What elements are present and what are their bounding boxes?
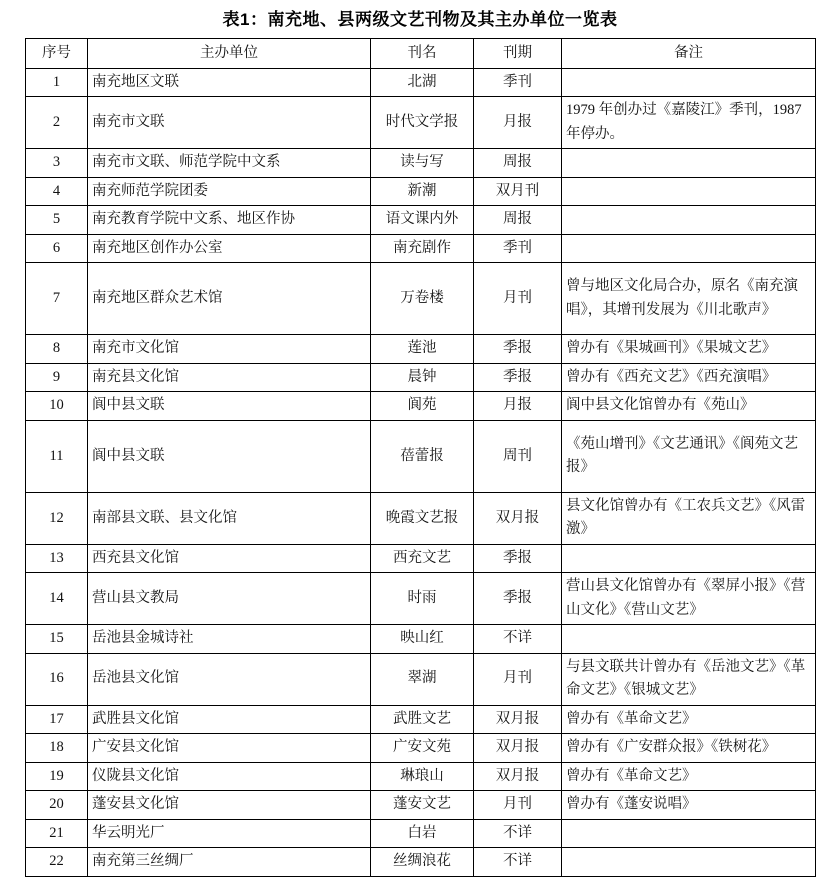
cell-sequence-number <box>26 263 88 335</box>
cell-publication-period-text: 季报 <box>503 549 532 566</box>
cell-journal-name-text: 时雨 <box>407 590 437 607</box>
cell-journal-name <box>371 263 474 335</box>
cell-journal-name <box>371 492 474 544</box>
cell-notes <box>562 234 816 262</box>
cell-notes <box>562 363 816 391</box>
cell-sponsor-unit-text: 阆中县文联 <box>92 397 165 414</box>
cell-publication-period <box>474 149 562 177</box>
cell-sequence-number-text: 20 <box>49 796 64 813</box>
table-row <box>26 263 816 335</box>
column-header-journal: 刊名 <box>371 39 474 69</box>
table-row <box>26 69 816 97</box>
cell-notes-text: 曾办有《革命文艺》 <box>566 767 697 784</box>
cell-sequence-number <box>26 625 88 653</box>
cell-publication-period-text: 月刊 <box>503 290 532 307</box>
cell-publication-period-text: 不详 <box>503 824 532 841</box>
cell-sponsor-unit-text: 阆中县文联 <box>92 447 165 464</box>
cell-journal-name <box>371 149 474 177</box>
cell-journal-name-text: 北湖 <box>407 74 437 90</box>
cell-sponsor-unit <box>88 492 371 544</box>
table-container <box>25 38 815 877</box>
cell-sequence-number-text: 3 <box>52 154 61 171</box>
cell-publication-period <box>474 177 562 205</box>
cell-notes <box>562 97 816 149</box>
cell-sequence-number <box>26 492 88 544</box>
cell-sponsor-unit-text: 南充地区群众艺术馆 <box>92 290 223 307</box>
cell-notes-text: 曾办有《西充文艺》《西充演唱》 <box>566 368 777 385</box>
cell-publication-period <box>474 705 562 733</box>
cell-journal-name <box>371 819 474 847</box>
cell-sequence-number-text: 7 <box>52 290 61 307</box>
cell-notes-text: 曾办有《革命文艺》 <box>566 710 697 727</box>
cell-journal-name-text: 晚霞文艺报 <box>385 509 459 526</box>
cell-journal-name-text: 西充文艺 <box>393 549 451 566</box>
cell-journal-name-text: 广安文苑 <box>393 739 451 756</box>
cell-sequence-number <box>26 848 88 876</box>
cell-journal-name-text: 万卷楼 <box>400 290 444 307</box>
cell-sponsor-unit <box>88 263 371 335</box>
cell-sequence-number-text: 6 <box>52 239 61 256</box>
table-row <box>26 420 816 492</box>
cell-publication-period <box>474 573 562 625</box>
cell-publication-period <box>474 97 562 149</box>
cell-sequence-number <box>26 69 88 97</box>
cell-sequence-number <box>26 363 88 391</box>
cell-notes-text: 《苑山增刊》《文艺通讯》《阆苑文艺报》 <box>566 435 798 476</box>
cell-notes <box>562 848 816 876</box>
cell-sponsor-unit-text: 南部县文联、县文化馆 <box>92 509 237 526</box>
cell-journal-name <box>371 625 474 653</box>
cell-publication-period <box>474 363 562 391</box>
cell-notes-text: 曾与地区文化局合办，原名《南充演唱》，其增刊发展为《川北歌声》 <box>566 278 798 318</box>
cell-journal-name <box>371 97 474 149</box>
cell-publication-period-text: 周报 <box>503 211 532 228</box>
table-row <box>26 734 816 762</box>
table-row <box>26 653 816 705</box>
cell-notes <box>562 69 816 97</box>
cell-journal-name-text: 丝绸浪花 <box>393 853 451 870</box>
cell-publication-period-text: 季报 <box>503 340 532 357</box>
cell-sequence-number <box>26 177 88 205</box>
column-header-sponsor: 主办单位 <box>88 39 371 69</box>
cell-sequence-number <box>26 335 88 363</box>
cell-publication-period-text: 季报 <box>503 590 532 607</box>
cell-sponsor-unit-text: 广安县文化馆 <box>92 739 179 756</box>
cell-sponsor-unit <box>88 69 371 97</box>
cell-sequence-number <box>26 234 88 262</box>
cell-journal-name-text: 语文课内外 <box>385 211 459 228</box>
cell-publication-period <box>474 263 562 335</box>
cell-sponsor-unit-text: 南充第三丝绸厂 <box>92 853 194 870</box>
cell-sequence-number <box>26 392 88 420</box>
cell-publication-period <box>474 625 562 653</box>
cell-publication-period-text: 不详 <box>503 853 532 870</box>
cell-publication-period <box>474 335 562 363</box>
cell-sponsor-unit <box>88 705 371 733</box>
cell-notes <box>562 625 816 653</box>
cell-publication-period <box>474 69 562 97</box>
cell-publication-period-text: 双月报 <box>495 739 540 756</box>
cell-sponsor-unit <box>88 234 371 262</box>
cell-sequence-number-text: 9 <box>52 368 61 385</box>
table-row <box>26 177 816 205</box>
cell-sponsor-unit <box>88 363 371 391</box>
cell-journal-name-text: 阆苑 <box>407 397 437 414</box>
cell-sequence-number-text: 15 <box>49 630 64 647</box>
cell-publication-period <box>474 762 562 790</box>
cell-sequence-number <box>26 573 88 625</box>
cell-notes <box>562 263 816 335</box>
cell-publication-period-text: 月报 <box>503 397 532 414</box>
cell-notes-text: 曾办有《广安群众报》《铁树花》 <box>566 739 777 756</box>
cell-sponsor-unit-text: 南充地区文联 <box>92 74 179 90</box>
column-header-seq: 序号 <box>26 39 88 69</box>
cell-notes <box>562 392 816 420</box>
cell-sponsor-unit <box>88 206 371 234</box>
cell-publication-period-text: 双月刊 <box>495 182 540 199</box>
cell-sequence-number <box>26 149 88 177</box>
cell-journal-name <box>371 653 474 705</box>
cell-sequence-number <box>26 420 88 492</box>
cell-sponsor-unit-text: 武胜县文化馆 <box>92 710 179 727</box>
cell-journal-name <box>371 177 474 205</box>
cell-publication-period <box>474 848 562 876</box>
cell-sponsor-unit <box>88 177 371 205</box>
cell-sequence-number-text: 18 <box>49 739 64 756</box>
cell-journal-name <box>371 234 474 262</box>
cell-journal-name-text: 琳琅山 <box>400 767 444 784</box>
cell-sequence-number <box>26 762 88 790</box>
cell-journal-name <box>371 705 474 733</box>
cell-sponsor-unit <box>88 734 371 762</box>
cell-sponsor-unit-text: 西充县文化馆 <box>92 549 179 566</box>
table-row <box>26 848 816 876</box>
cell-sequence-number <box>26 97 88 149</box>
cell-notes-text: 县文化馆曾办有《工农兵文艺》《风雷激》 <box>566 497 806 538</box>
cell-journal-name <box>371 848 474 876</box>
cell-publication-period <box>474 392 562 420</box>
cell-publication-period-text: 不详 <box>503 630 532 647</box>
cell-publication-period <box>474 544 562 572</box>
cell-publication-period-text: 季刊 <box>503 239 532 256</box>
table-row <box>26 544 816 572</box>
cell-sequence-number-text: 16 <box>49 670 64 687</box>
cell-publication-period-text: 周刊 <box>503 447 532 464</box>
cell-notes-text: 阆中县文化馆曾办有《苑山》 <box>566 397 755 414</box>
cell-notes <box>562 819 816 847</box>
cell-sponsor-unit-text: 仪陇县文化馆 <box>92 767 179 784</box>
cell-sponsor-unit <box>88 420 371 492</box>
cell-publication-period <box>474 206 562 234</box>
cell-journal-name <box>371 335 474 363</box>
table-header <box>26 39 816 69</box>
cell-publication-period-text: 季报 <box>503 368 532 385</box>
cell-journal-name-text: 读与写 <box>400 154 444 171</box>
cell-publication-period-text: 双月报 <box>495 767 540 784</box>
table-row <box>26 363 816 391</box>
cell-journal-name <box>371 734 474 762</box>
cell-sponsor-unit-text: 岳池县文化馆 <box>92 670 179 687</box>
table-row <box>26 762 816 790</box>
cell-sequence-number <box>26 791 88 819</box>
cell-publication-period <box>474 234 562 262</box>
cell-journal-name-text: 武胜文艺 <box>393 710 451 727</box>
cell-sponsor-unit-text: 蓬安县文化馆 <box>92 796 179 813</box>
cell-sponsor-unit <box>88 762 371 790</box>
cell-journal-name-text: 晨钟 <box>407 368 437 385</box>
cell-sponsor-unit <box>88 819 371 847</box>
cell-sponsor-unit <box>88 573 371 625</box>
cell-sponsor-unit <box>88 848 371 876</box>
table-row <box>26 149 816 177</box>
cell-sponsor-unit-text: 南充师范学院团委 <box>92 182 208 199</box>
cell-publication-period-text: 季刊 <box>503 74 532 90</box>
cell-publication-period-text: 双月报 <box>495 509 540 526</box>
header-row <box>26 39 816 69</box>
cell-journal-name <box>371 392 474 420</box>
cell-journal-name-text: 莲池 <box>407 340 437 357</box>
cell-publication-period-text: 周报 <box>503 154 532 171</box>
cell-notes <box>562 149 816 177</box>
table-row <box>26 492 816 544</box>
cell-journal-name <box>371 206 474 234</box>
cell-publication-period-text: 月刊 <box>503 796 532 813</box>
cell-sequence-number-text: 17 <box>49 710 64 727</box>
table-row <box>26 335 816 363</box>
cell-notes <box>562 492 816 544</box>
journal-table <box>25 38 816 877</box>
cell-sequence-number-text: 13 <box>49 549 64 566</box>
cell-journal-name <box>371 573 474 625</box>
cell-sponsor-unit-text: 营山县文教局 <box>92 590 179 607</box>
cell-publication-period-text: 双月报 <box>495 710 540 727</box>
cell-publication-period <box>474 420 562 492</box>
cell-notes <box>562 206 816 234</box>
cell-notes <box>562 177 816 205</box>
cell-journal-name <box>371 363 474 391</box>
cell-journal-name-text: 翠湖 <box>407 670 437 687</box>
cell-journal-name <box>371 762 474 790</box>
cell-sequence-number-text: 10 <box>49 397 64 414</box>
cell-publication-period-text: 月报 <box>503 114 532 131</box>
cell-publication-period <box>474 734 562 762</box>
cell-sponsor-unit <box>88 335 371 363</box>
cell-notes <box>562 420 816 492</box>
cell-notes <box>562 335 816 363</box>
cell-journal-name <box>371 420 474 492</box>
cell-sequence-number-text: 8 <box>52 340 61 357</box>
cell-sponsor-unit <box>88 149 371 177</box>
cell-publication-period <box>474 653 562 705</box>
cell-sequence-number-text: 19 <box>49 767 64 784</box>
cell-journal-name-text: 时代文学报 <box>385 114 459 131</box>
cell-sponsor-unit <box>88 653 371 705</box>
cell-journal-name-text: 蓓蕾报 <box>400 447 444 464</box>
table-row <box>26 819 816 847</box>
cell-sequence-number-text: 2 <box>52 114 61 131</box>
table-row <box>26 791 816 819</box>
cell-sequence-number-text: 21 <box>49 824 64 841</box>
cell-publication-period-text: 月刊 <box>503 670 532 687</box>
cell-notes <box>562 573 816 625</box>
table-row <box>26 705 816 733</box>
cell-journal-name-text: 蓬安文艺 <box>393 796 451 813</box>
cell-notes-text: 1979 年创办过《嘉陵江》季刊，1987 年停办。 <box>566 102 802 142</box>
cell-sponsor-unit <box>88 392 371 420</box>
cell-publication-period <box>474 819 562 847</box>
table-row <box>26 573 816 625</box>
cell-sponsor-unit-text: 南充市文联 <box>92 114 165 131</box>
cell-sponsor-unit-text: 华云明光厂 <box>92 824 165 841</box>
table-row <box>26 97 816 149</box>
cell-sequence-number-text: 22 <box>49 853 64 870</box>
page-title: 表1：南充地、县两级文艺刊物及其主办单位一览表 <box>222 10 618 29</box>
cell-notes-text: 曾办有《果城画刊》《果城文艺》 <box>566 340 777 357</box>
cell-notes <box>562 791 816 819</box>
cell-sponsor-unit-text: 岳池县金城诗社 <box>92 630 194 647</box>
cell-sequence-number <box>26 734 88 762</box>
cell-sponsor-unit-text: 南充地区创作办公室 <box>92 239 223 256</box>
cell-publication-period <box>474 791 562 819</box>
table-body <box>26 69 816 877</box>
cell-journal-name-text: 白岩 <box>407 824 437 841</box>
cell-sequence-number-text: 12 <box>49 509 64 526</box>
cell-sequence-number <box>26 705 88 733</box>
cell-sponsor-unit <box>88 625 371 653</box>
column-header-period: 刊期 <box>474 39 562 69</box>
cell-sponsor-unit <box>88 544 371 572</box>
cell-notes <box>562 762 816 790</box>
cell-journal-name <box>371 544 474 572</box>
table-row <box>26 392 816 420</box>
cell-notes-text: 与县文联共计曾办有《岳池文艺》《革命文艺》《银城文艺》 <box>566 658 806 699</box>
cell-sponsor-unit <box>88 791 371 819</box>
cell-notes <box>562 705 816 733</box>
cell-sequence-number-text: 14 <box>49 590 64 607</box>
table-row <box>26 206 816 234</box>
cell-notes <box>562 734 816 762</box>
cell-notes <box>562 653 816 705</box>
cell-sequence-number <box>26 544 88 572</box>
column-header-notes: 备注 <box>562 39 816 69</box>
cell-sponsor-unit-text: 南充县文化馆 <box>92 368 179 385</box>
cell-sequence-number <box>26 653 88 705</box>
cell-notes <box>562 544 816 572</box>
cell-publication-period <box>474 492 562 544</box>
table-row <box>26 234 816 262</box>
table-row <box>26 625 816 653</box>
cell-journal-name-text: 南充剧作 <box>393 239 451 256</box>
cell-sequence-number <box>26 206 88 234</box>
cell-notes-text: 曾办有《蓬安说唱》 <box>566 796 697 813</box>
cell-sequence-number <box>26 819 88 847</box>
cell-journal-name <box>371 791 474 819</box>
cell-journal-name-text: 新潮 <box>407 182 437 199</box>
cell-journal-name-text: 映山红 <box>400 630 444 647</box>
cell-sponsor-unit-text: 南充市文化馆 <box>92 340 179 357</box>
cell-sponsor-unit-text: 南充市文联、师范学院中文系 <box>92 154 281 171</box>
cell-sequence-number-text: 1 <box>52 74 61 90</box>
cell-sponsor-unit-text: 南充教育学院中文系、地区作协 <box>92 211 295 228</box>
cell-journal-name <box>371 69 474 97</box>
cell-notes-text: 营山县文化馆曾办有《翠屏小报》《营山文化》《营山文艺》 <box>566 578 806 618</box>
cell-sequence-number-text: 5 <box>52 211 61 228</box>
cell-sponsor-unit <box>88 97 371 149</box>
cell-sequence-number-text: 4 <box>52 182 61 199</box>
cell-sequence-number-text: 11 <box>49 447 64 464</box>
